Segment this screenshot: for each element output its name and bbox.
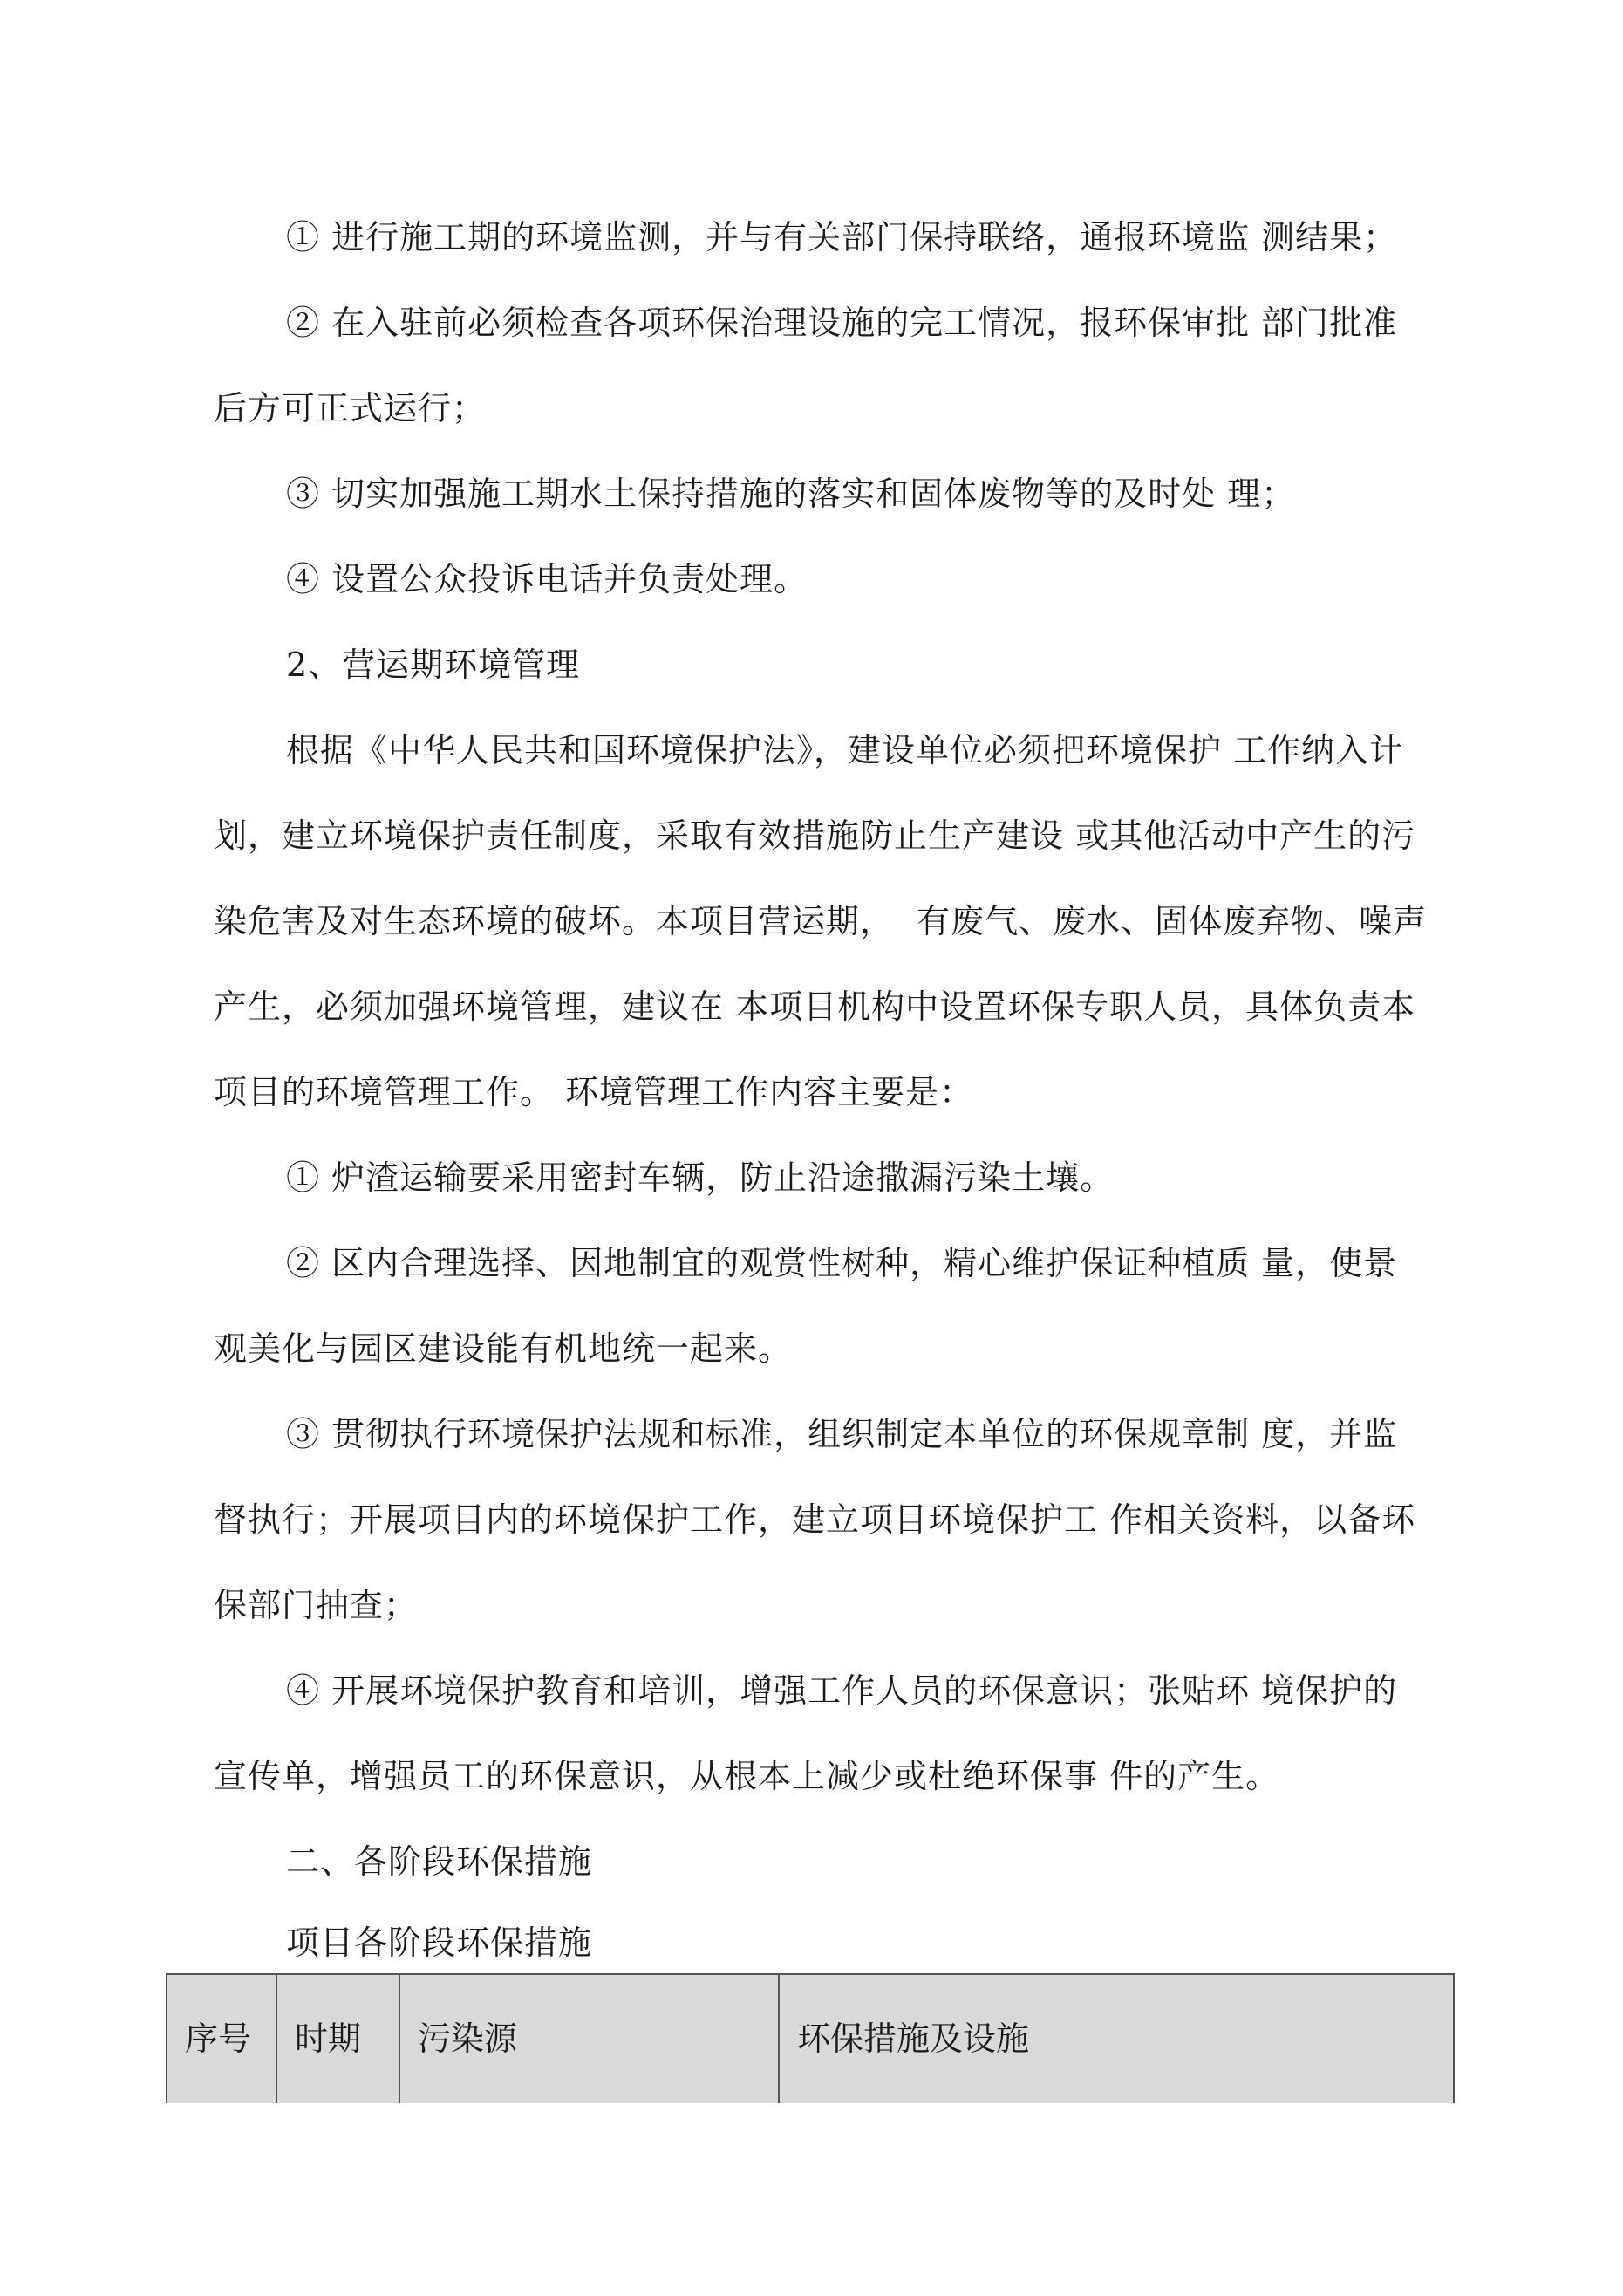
paragraph-construction-item-1: ① 进行施工期的环境监测，并与有关部门保持联络，通报环境监 测结果；	[286, 218, 1398, 256]
table-header-period: 时期	[277, 1975, 400, 2103]
paragraph-law-line-4: 产生，必须加强环境管理，建议在 本项目机构中设置环保专职人员，具体负责本	[214, 987, 1416, 1026]
paragraph-construction-item-4: ④ 设置公众投诉电话并负责处理。	[286, 560, 808, 598]
measures-table	[166, 1973, 1455, 2103]
table-header-index: 序号	[167, 1975, 277, 2103]
paragraph-operation-item-4-line-1: ④ 开展环境保护教育和培训，增强工作人员的环保意识；张贴环 境保护的	[286, 1671, 1398, 1710]
paragraph-operation-item-4-line-2: 宣传单，增强员工的环保意识，从根本上减少或杜绝环保事 件的产生。	[214, 1757, 1280, 1795]
paragraph-operation-item-3-line-1: ③ 贯彻执行环境保护法规和标准，组织制定本单位的环保规章制 度，并监	[286, 1415, 1398, 1453]
paragraph-construction-item-3: ③ 切实加强施工期水土保持措施的落实和固体废物等的及时处 理；	[286, 475, 1296, 513]
heading-operation-period: 2、营运期环境管理	[286, 646, 581, 684]
paragraph-operation-item-3-line-3: 保部门抽查；	[214, 1586, 419, 1624]
heading-stage-measures: 二、各阶段环保措施	[286, 1842, 593, 1881]
paragraph-law-line-5: 项目的环境管理工作。 环境管理工作内容主要是：	[214, 1073, 974, 1111]
paragraph-construction-item-2-line-1: ② 在入驻前必须检查各项环保治理设施的完工情况，报环保审批 部门批准	[286, 304, 1398, 342]
table-header-measures: 环保措施及设施	[797, 2019, 1030, 2058]
paragraph-construction-item-2-line-2: 后方可正式运行；	[214, 389, 487, 427]
paragraph-operation-item-2-line-2: 观美化与园区建设能有机地统一起来。	[214, 1329, 793, 1368]
paragraph-operation-item-1: ① 炉渣运输要采用密封车辆，防止沿途撒漏污染土壤。	[286, 1158, 1115, 1197]
paragraph-operation-item-3-line-2: 督执行；开展项目内的环境保护工作，建立项目环境保护工 作相关资料，以备环	[214, 1500, 1416, 1539]
paragraph-law-line-1: 根据《中华人民共和国环境保护法》，建设单位必须把环境保护 工作纳入计	[286, 731, 1404, 769]
paragraph-law-line-3: 染危害及对生态环境的破坏。本项目营运期， 有废气、废水、固体废弃物、噪声	[214, 902, 1428, 940]
table-header-pollution-source: 污染源	[400, 1975, 780, 2103]
table-caption: 项目各阶段环保措施	[286, 1924, 593, 1962]
paragraph-operation-item-2-line-1: ② 区内合理选择、因地制宜的观赏性树种，精心维护保证种植质 量，使景	[286, 1244, 1398, 1282]
paragraph-law-line-2: 划，建立环境保护责任制度，采取有效措施防止生产建设 或其他活动中产生的污	[214, 817, 1416, 855]
